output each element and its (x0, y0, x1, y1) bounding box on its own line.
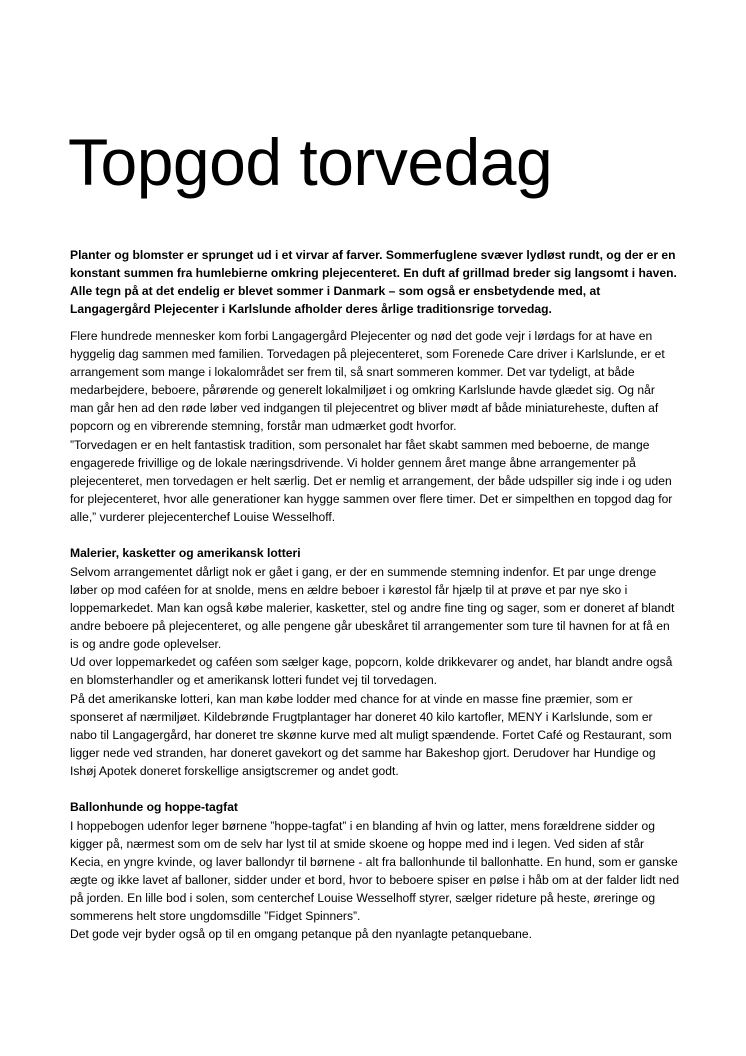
section-heading: Malerier, kasketter og amerikansk lotteri (70, 546, 301, 561)
body-paragraph: ”Torvedagen er en helt fantastisk tradition, som personalet har fået skabt sammen med beboerne, de mange engagerede frivillige og de lokale næringsdrivende. Vi holder gennem året mange åbne arrangementer på plejecenteret, men torvedagen er helt særlig. Det er nemlig et arrangement, der både udspiller sig inde i og uden for plejecenteret, hvor alle generationer kan hygge sammen over flere timer. Det er simpelthen en topgod dag for alle,” vurderer plejecenterchef Louise Wesselhoff. (70, 437, 673, 525)
body-paragraph: Flere hundrede mennesker kom forbi Langagergård Plejecenter og nød det gode vejr i lørdags for at have en hyggelig dag sammen med familien. Torvedagen på plejecenteret, som Forenede Care driver i Karlslunde, er et arrangement som mange i lokalområdet ser frem til, så snart sommeren kommer. Det var tydeligt, at både medarbejdere, beboere, pårørende og generelt lokalmiljøet i og omkring Karlslunde havde glædet sig. Og når man går hen ad den røde løber ved indgangen til plejecentret og bliver mødt af både miniatureheste, duften af popcorn og en vibrerende stemning, forstår man udmærket godt hvorfor. (70, 328, 665, 434)
body-paragraph: På det amerikanske lotteri, kan man købe lodder med chance for at vinde en masse fine præmier, som er sponseret af nærmiljøet. Kildebrønde Frugtplantager har doneret 40 kilo kartofler, MENY i Karlslunde, som er nabo til Langagergård, har doneret tre skønne kurve med alt muligt spændende. Fortet Café og Restaurant, som ligger nede ved stranden, har doneret gavekort og det samme har Bakeshop gjort. Derudover har Hundige og Ishøj Apotek doneret forskellige ansigtscremer og andet godt. (70, 691, 672, 779)
body-paragraph: I hoppebogen udenfor leger børnene ”hoppe-tagfat” i en blanding af hvin og latter, mens forældrene sidder og kigger på, nærmest som om de selv har lyst til at smide skoene og hoppe med ind i legen. Ved siden af står Kecia, en yngre kvinde, og laver ballondyr til børnene - alt fra ballonhunde til ballonhatte. En hund, som er ganske ægte og ikke lavet af balloner, sidder under et bord, hvor to beboere spiser en pølse i håb om at der falder lidt ned på jorden. En lille bod i solen, som centerchef Louise Wesselhoff styrer, sælger rideture på heste, øreringe og sommerens helt store ungdomsdille ”Fidget Spinners”. (70, 818, 680, 924)
paragraph-gap (70, 526, 680, 544)
body-paragraph: Selvom arrangementet dårligt nok er gået i gang, er der en summende stemning indenfor. Et par unge drenge løber op mod caféen for at snolde, mens en ældre beboer i kørestol får hjælp til at prøve et par nye sko i loppemarkedet. Man kan også købe malerier, kasketter, stel og andre fine ting og sager, som er doneret af blandt andre beboere på plejecenteret, og alle pengene går ubeskåret til arrangementer som ture til havnen for at få en is og andre gode oplevelser. (70, 564, 675, 652)
article-title: Topgod torvedag (68, 125, 553, 199)
article-body (70, 246, 680, 944)
paragraph-gap (70, 780, 680, 798)
article-lead: Planter og blomster er sprunget ud i et virvar af farver. Sommerfuglene svæver lydløst rundt, og der er en konstant summen fra humlebierne omkring plejecenteret. En duft af grillmad breder sig langsomt i haven. Alle tegn på at det endelig er blevet sommer i Danmark – som også er ensbetydende med, at Langagergård Plejecenter i Karlslunde afholder deres årlige traditionsrige torvedag. (70, 248, 677, 317)
body-paragraph: Det gode vejr byder også op til en omgang petanque på den nyanlagte petanquebane. (70, 927, 532, 942)
section-heading: Ballonhunde og hoppe-tagfat (70, 800, 238, 815)
body-paragraph: Ud over loppemarkedet og caféen som sælger kage, popcorn, kolde drikkevarer og andet, har blandt andre også en blomsterhandler og et amerikansk lotteri fundet vej til torvedagen. (70, 655, 673, 688)
